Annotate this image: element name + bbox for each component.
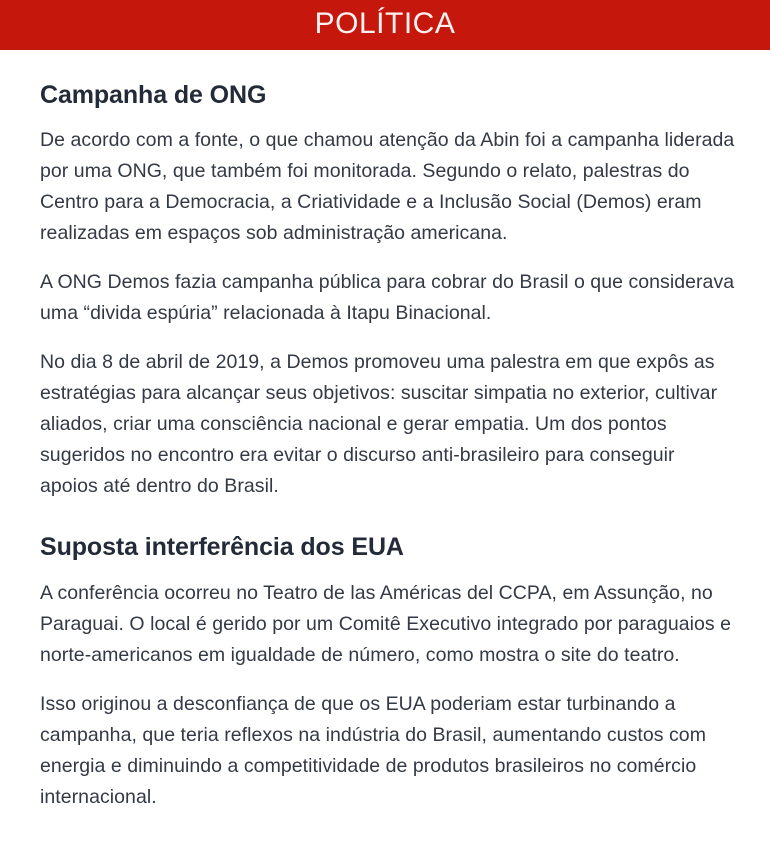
paragraph-4: A conferência ocorreu no Teatro de las Américas del CCPA, em Assunção, no Paraguai. O local é gerido por um Comitê Executivo integrado por paraguaios e norte-americanos em igualdade de número, como mostra o site do teatro. bbox=[40, 581, 732, 666]
paragraph-5: Isso originou a desconfiança de que os EUA poderiam estar turbinando a campanha, que teria reflexos na indústria do Brasil, aumentando custos com energia e diminuindo a competitividade de produtos brasileiros no comércio internacional. bbox=[40, 692, 706, 808]
article-body bbox=[0, 80, 770, 813]
section-banner bbox=[0, 0, 770, 50]
heading-campanha-de-ong: Campanha de ONG bbox=[40, 81, 267, 109]
heading-suposta-interferencia-dos-eua: Suposta interferência dos EUA bbox=[40, 533, 404, 562]
paragraph-2: A ONG Demos fazia campanha pública para cobrar do Brasil o que considerava uma “divida espúria” relacionada à Itapu Binacional. bbox=[40, 271, 735, 325]
paragraph-1: De acordo com a fonte, o que chamou atenção da Abin foi a campanha liderada por uma ONG, que também foi monitorada. Segundo o relato, palestras do Centro para a Democracia, a Criatividade e a Inclusão Social (Demos) eram realizadas em espaços sob administração americana. bbox=[40, 129, 735, 245]
paragraph-3: No dia 8 de abril de 2019, a Demos promoveu uma palestra em que expôs as estratégias para alcançar seus objetivos: suscitar simpatia no exterior, cultivar aliados, criar uma consciência nacional e gerar empatia. Um dos pontos sugeridos no encontro era evitar o discurso anti-brasileiro para conseguir apoios até dentro do Brasil. bbox=[40, 351, 718, 498]
section-banner-title: POLÍTICA bbox=[314, 7, 456, 40]
